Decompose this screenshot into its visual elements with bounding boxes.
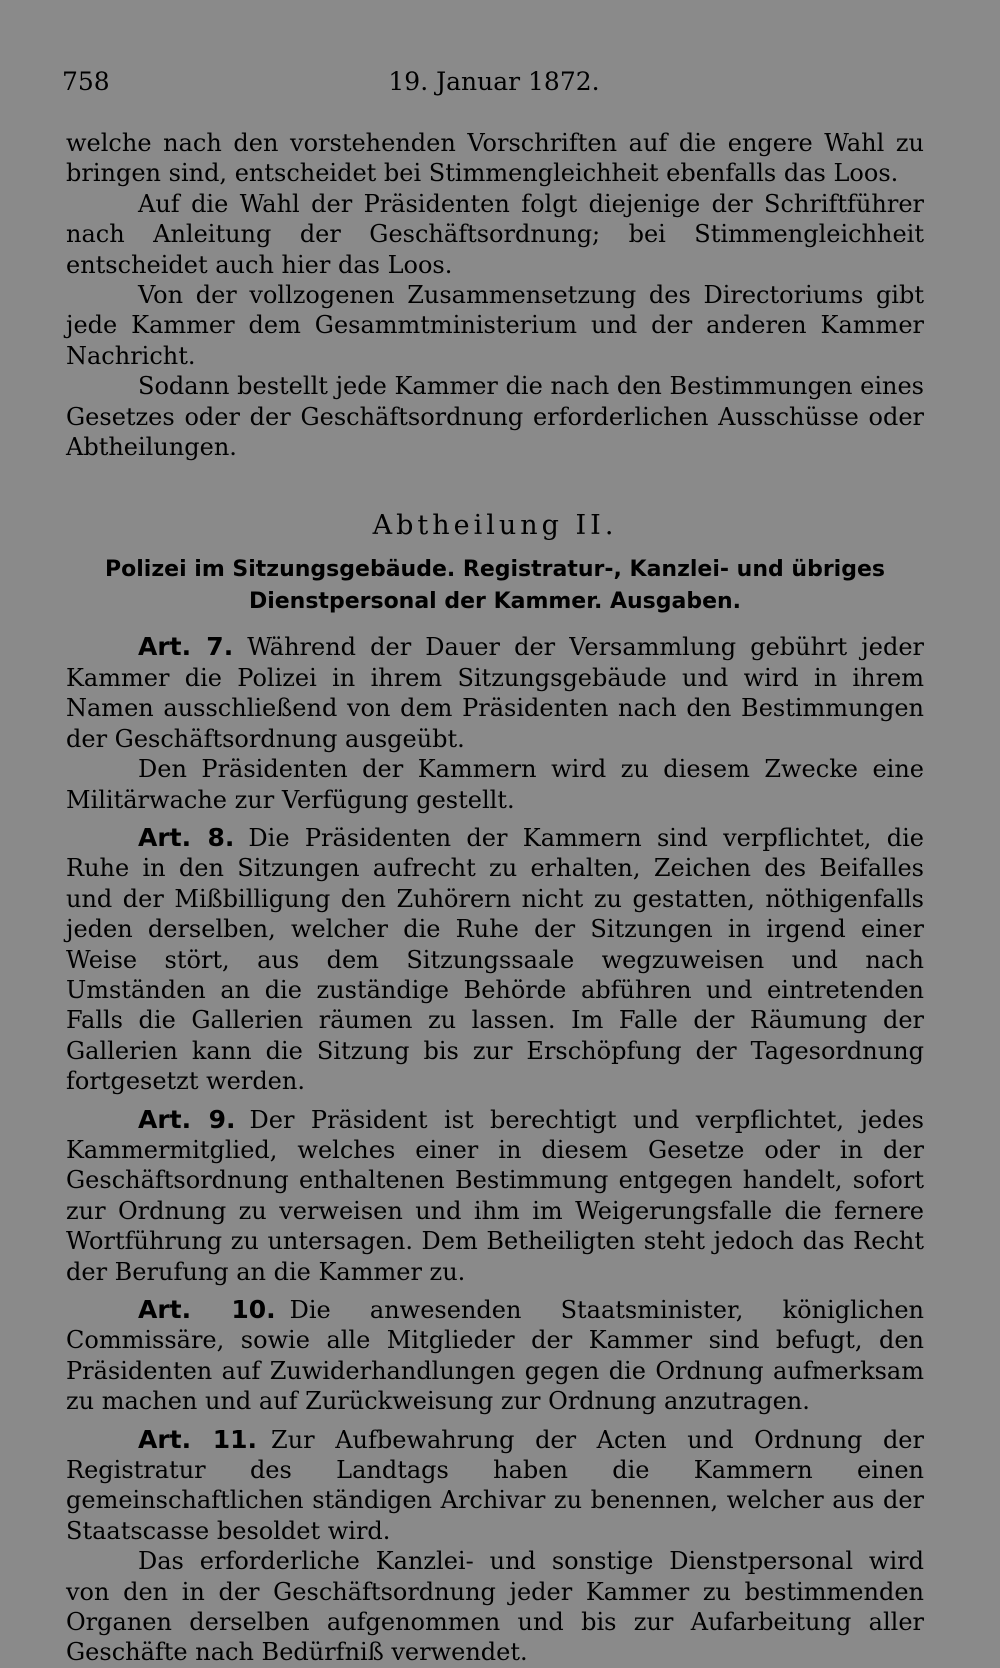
section-heading: Abtheilung II. (372, 510, 618, 542)
article-text: Während der Dauer der Versammlung gebührt jeder Kammer die Polizei in ihrem Sitzungsgebäude und wird in ihrem Namen ausschließend von dem Präsidenten nach den Bestimmungen der Geschäftsordnung ausgeübt. (66, 633, 924, 753)
article-label: Art. 10. (138, 1295, 276, 1324)
article-text: Der Präsident ist berechtigt und verpflichtet, jedes Kammermitglied, welches einer in diesem Gesetze oder in der Geschäftsordnung enthaltenen Bestimmung entgegen handelt, sofort zur Ordnung zu verweisen und ihm im Weigerungsfalle die fernere Wortführung zu untersagen. Dem Betheiligten steht jedoch das Recht der Berufung an die Kammer zu. (66, 1105, 924, 1286)
article-text: Die anwesenden Staatsminister, königlichen Commissäre, sowie alle Mitglieder der Kammer sind befugt, den Präsidenten auf Zuwiderhandlungen gegen die Ordnung aufmerksam zu machen und auf Zurückweisung zur Ordnung anzutragen. (66, 1296, 924, 1416)
article-8 (66, 823, 924, 1097)
intro-paragraph-2: Auf die Wahl der Präsidenten folgt diejenige der Schriftführer nach Anleitung der Geschäftsordnung; bei Stimmengleichheit entscheidet auch hier das Loos. (66, 189, 924, 279)
article-label: Art. 9. (138, 1104, 236, 1134)
article-text: Zur Aufbewahrung der Acten und Ordnung der Registratur des Landtags haben die Kammern einen gemeinschaftlichen ständigen Archivar zu benennen, welcher aus der Staatscasse besoldet wird. (66, 1425, 924, 1545)
section-subtitle-line-2: Dienstpersonal der Kammer. Ausgaben. (248, 589, 742, 615)
page-number: 758 (62, 67, 110, 96)
article-extra: Den Präsidenten der Kammern wird zu diesem Zwecke eine Militärwache zur Verfügung gestellt. (66, 755, 924, 814)
article-label: Art. 11. (138, 1424, 258, 1454)
article-7 (66, 632, 924, 814)
section-subtitle-line-1: Polizei im Sitzungsgebäude. Registratur-, Kanzlei- und übriges (105, 557, 885, 583)
article-label: Art. 8. (138, 822, 235, 852)
article-text: Die Präsidenten der Kammern sind verpflichtet, die Ruhe in den Sitzungen aufrecht zu erhalten, Zeichen des Beifalles und der Mißbilligung den Zuhörern nicht zu gestatten, nöthigenfalls jeden derselben, welcher die Ruhe der Sitzungen in irgend einer Weise stört, aus dem Sitzungssaale wegzuweisen und nach Umständen an die zuständige Behörde abführen und eintretenden Falls die Gallerien räumen zu lassen. Im Falle der Räumung der Gallerien kann die Sitzung bis zur Erschöpfung der Tagesordnung fortgesetzt werden. (66, 823, 924, 1096)
article-extra: Das erforderliche Kanzlei- und sonstige Dienstpersonal wird von den in der Geschäftsordnung jeder Kammer zu bestimmenden Organen derselben aufgenommen und bis zur Aufarbeitung aller Geschäfte nach Bedürfniß verwendet. (66, 1547, 924, 1667)
intro-paragraph-3: Von der vollzogenen Zusammensetzung des Directoriums gibt jede Kammer dem Gesammtministerium und der anderen Kammer Nachricht. (66, 281, 924, 370)
section-subtitle (66, 554, 924, 618)
intro-paragraph-1: welche nach den vorstehenden Vorschriften auf die engere Wahl zu bringen sind, entscheidet bei Stimmengleichheit ebenfalls das Loos. (66, 129, 924, 188)
intro-paragraph-4: Sodann bestellt jede Kammer die nach den Bestimmungen eines Gesetzes oder der Geschäftsordnung erforderlichen Ausschüsse oder Abtheilungen. (66, 372, 924, 462)
article-label: Art. 7. (138, 632, 234, 662)
article-9 (66, 1105, 924, 1287)
body-text (66, 128, 924, 1668)
article-11 (66, 1425, 924, 1668)
page-date: 19. Januar 1872. (388, 67, 600, 96)
page-header (62, 62, 926, 102)
article-10 (66, 1295, 924, 1417)
